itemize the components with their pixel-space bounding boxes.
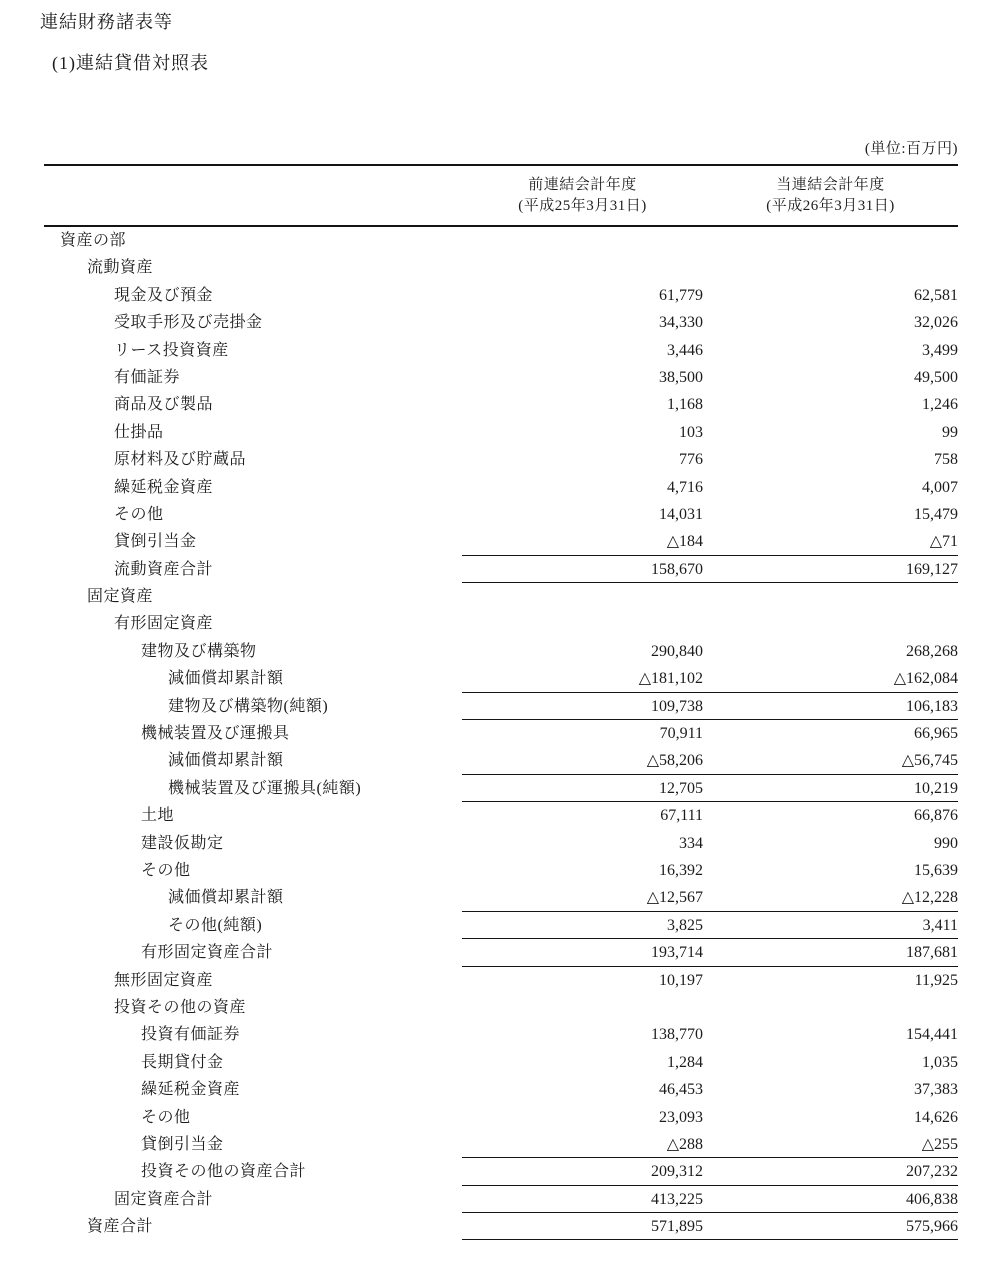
current-year-value: 10,219 (914, 779, 958, 797)
current-year-value: △162,084 (893, 670, 958, 688)
current-year-value: 15,639 (914, 861, 958, 879)
table-row (44, 638, 958, 665)
row-values (462, 912, 958, 939)
previous-year-value (462, 994, 703, 1021)
row-values (462, 967, 958, 994)
row-values (462, 994, 958, 1021)
current-year-value: 3,499 (922, 341, 958, 359)
row-values (462, 501, 958, 528)
previous-year-value: 14,031 (659, 505, 703, 523)
table-row (44, 747, 958, 774)
row-values (462, 1186, 958, 1213)
previous-year-value: △181,102 (638, 670, 703, 688)
row-label: 有形固定資産合計 (141, 944, 274, 962)
row-label: 固定資産合計 (114, 1190, 214, 1208)
table-row (44, 282, 958, 309)
current-year-value: 154,441 (906, 1026, 958, 1044)
row-label: 現金及び預金 (114, 286, 214, 304)
row-label: 投資その他の資産合計 (141, 1163, 307, 1181)
previous-year-value: 209,312 (651, 1163, 703, 1181)
row-values (462, 474, 958, 501)
current-year-value: 32,026 (914, 314, 958, 332)
row-label: 減価償却累計額 (168, 889, 284, 907)
row-label: 仕掛品 (114, 423, 164, 441)
row-values (462, 857, 958, 884)
row-label: その他 (141, 1108, 191, 1126)
section-title-consolidated-balance-sheet: (1)連結貸借対照表 (52, 53, 209, 73)
row-label: 投資有価証券 (141, 1026, 241, 1044)
current-year-value (703, 227, 958, 254)
row-label: 機械装置及び運搬具(純額) (168, 779, 362, 797)
previous-year-value: 70,911 (659, 725, 703, 743)
row-label: 貸倒引当金 (141, 1135, 224, 1153)
previous-year-value: 1,168 (667, 396, 703, 414)
row-label: 機械装置及び運搬具 (141, 725, 290, 743)
current-year-value: 575,966 (906, 1218, 958, 1236)
row-label: 繰延税金資産 (141, 1081, 241, 1099)
row-label: 減価償却累計額 (168, 670, 284, 688)
table-row (44, 665, 958, 692)
row-label: 固定資産 (87, 588, 154, 606)
current-year-value (703, 254, 958, 281)
row-values (462, 610, 958, 637)
row-values (462, 720, 958, 747)
table-row (44, 939, 958, 966)
row-label: 長期貸付金 (141, 1053, 224, 1071)
table-row (44, 1076, 958, 1103)
previous-year-value: 571,895 (651, 1218, 703, 1236)
previous-year-value: 46,453 (659, 1081, 703, 1099)
current-year-value: 990 (934, 834, 958, 852)
previous-year-value: 158,670 (651, 560, 703, 578)
table-row (44, 337, 958, 364)
table-row (44, 775, 958, 802)
table-row (44, 912, 958, 939)
row-label: 建物及び構築物 (141, 642, 257, 660)
row-values (462, 1021, 958, 1048)
current-year-value: 3,411 (922, 916, 958, 934)
previous-year-value: 67,111 (660, 807, 703, 825)
table-row (44, 884, 958, 911)
column-header-previous-fiscal-year-date: (平成25年3月31日) (518, 197, 647, 214)
current-year-value: △255 (921, 1135, 958, 1153)
row-label: 有形固定資産 (114, 615, 214, 633)
row-values (462, 884, 958, 911)
previous-year-value: 334 (679, 834, 703, 852)
row-values (462, 830, 958, 857)
row-values (462, 556, 958, 583)
row-label: 減価償却累計額 (168, 752, 284, 770)
previous-year-value: △288 (666, 1135, 703, 1153)
table-row (44, 391, 958, 418)
current-year-value: 169,127 (906, 560, 958, 578)
previous-year-value: △184 (666, 533, 703, 551)
row-values (462, 802, 958, 829)
table-row (44, 1186, 958, 1213)
table-row (44, 857, 958, 884)
previous-year-value: 138,770 (651, 1026, 703, 1044)
current-year-value: 106,183 (906, 697, 958, 715)
row-values (462, 391, 958, 418)
table-row (44, 446, 958, 473)
row-label: 原材料及び貯蔵品 (114, 451, 247, 469)
previous-year-value: 61,779 (659, 286, 703, 304)
unit-note: (単位:百万円) (864, 141, 958, 157)
row-label: 建物及び構築物(純額) (168, 697, 329, 715)
current-year-value: 1,035 (922, 1053, 958, 1071)
table-row (44, 1213, 958, 1240)
table-row (44, 802, 958, 829)
row-values (462, 1076, 958, 1103)
current-year-value: 758 (934, 451, 958, 469)
row-values (462, 337, 958, 364)
row-values (462, 1049, 958, 1076)
previous-year-value: 103 (679, 423, 703, 441)
row-values (462, 528, 958, 555)
row-label: 建設仮勘定 (141, 834, 224, 852)
table-header-row (44, 164, 958, 227)
current-year-value (703, 583, 958, 610)
table-row (44, 1131, 958, 1158)
current-year-value: 1,246 (922, 396, 958, 414)
row-label: その他 (141, 861, 191, 879)
row-values (462, 446, 958, 473)
current-year-value: 187,681 (906, 944, 958, 962)
table-row (44, 1104, 958, 1131)
row-values (462, 282, 958, 309)
table-row (44, 254, 958, 281)
row-values (462, 254, 958, 281)
table-row (44, 830, 958, 857)
table-row (44, 720, 958, 747)
row-label: 有価証券 (114, 368, 181, 386)
previous-year-value: △58,206 (646, 752, 703, 770)
table-row (44, 693, 958, 720)
previous-year-value: 290,840 (651, 642, 703, 660)
previous-year-value (462, 583, 703, 610)
current-year-value: △56,745 (901, 752, 958, 770)
current-year-value: 406,838 (906, 1190, 958, 1208)
previous-year-value: 776 (679, 451, 703, 469)
row-label: 繰延税金資産 (114, 478, 214, 496)
table-row (44, 474, 958, 501)
row-label: リース投資資産 (114, 341, 229, 359)
table-row (44, 556, 958, 583)
table-row (44, 1049, 958, 1076)
row-values (462, 227, 958, 254)
table-row (44, 1021, 958, 1048)
row-values (462, 1158, 958, 1185)
row-values (462, 583, 958, 610)
document-title: 連結財務諸表等 (40, 12, 173, 32)
row-label: 土地 (141, 807, 175, 825)
current-year-value: 49,500 (914, 368, 958, 386)
row-values (462, 309, 958, 336)
row-label: 流動資産 (87, 259, 154, 277)
column-header-current-fiscal-year-name: 当連結会計年度 (776, 176, 885, 193)
previous-year-value: 34,330 (659, 314, 703, 332)
row-label: 貸倒引当金 (114, 533, 197, 551)
row-label: その他(純額) (168, 916, 263, 934)
row-label: 投資その他の資産 (114, 998, 247, 1016)
table-row (44, 528, 958, 555)
row-label: 無形固定資産 (114, 971, 214, 989)
current-year-value: 14,626 (914, 1108, 958, 1126)
row-values (462, 638, 958, 665)
table-row (44, 1158, 958, 1185)
row-label: 商品及び製品 (114, 396, 214, 414)
previous-year-value: 12,705 (659, 779, 703, 797)
row-values (462, 364, 958, 391)
table-row (44, 967, 958, 994)
row-values (462, 747, 958, 774)
previous-year-value: 193,714 (651, 944, 703, 962)
table-row (44, 419, 958, 446)
current-year-value: 15,479 (914, 505, 958, 523)
current-year-value: 37,383 (914, 1081, 958, 1099)
current-year-value: 11,925 (914, 971, 958, 989)
table-row (44, 501, 958, 528)
current-year-value: 62,581 (914, 286, 958, 304)
table-row (44, 583, 958, 610)
balance-sheet-table (44, 164, 958, 1240)
table-row (44, 610, 958, 637)
previous-year-value (462, 227, 703, 254)
previous-year-value: △12,567 (646, 889, 703, 907)
previous-year-value: 23,093 (659, 1108, 703, 1126)
current-year-value: △71 (929, 533, 958, 551)
previous-year-value: 10,197 (659, 971, 703, 989)
current-year-value: 66,965 (914, 725, 958, 743)
table-row (44, 364, 958, 391)
column-header-previous-fiscal-year (462, 175, 703, 217)
previous-year-value: 3,446 (667, 341, 703, 359)
previous-year-value: 109,738 (651, 697, 703, 715)
column-header-current-fiscal-year (703, 175, 958, 217)
previous-year-value: 3,825 (667, 916, 703, 934)
row-label: 資産の部 (60, 232, 127, 249)
previous-year-value: 1,284 (667, 1053, 703, 1071)
row-label: 資産合計 (87, 1218, 154, 1236)
current-year-value: 66,876 (914, 807, 958, 825)
row-values (462, 1131, 958, 1158)
table-row (44, 227, 958, 254)
row-label: その他 (114, 505, 164, 523)
row-values (462, 775, 958, 802)
row-values (462, 665, 958, 692)
current-year-value: 4,007 (922, 478, 958, 496)
previous-year-value (462, 254, 703, 281)
previous-year-value: 38,500 (659, 368, 703, 386)
row-label: 流動資産合計 (114, 560, 214, 578)
current-year-value (703, 994, 958, 1021)
current-year-value: 99 (942, 423, 958, 441)
row-label: 受取手形及び売掛金 (114, 314, 263, 332)
previous-year-value: 16,392 (659, 861, 703, 879)
column-header-current-fiscal-year-date: (平成26年3月31日) (766, 197, 895, 214)
row-values (462, 693, 958, 720)
row-values (462, 1213, 958, 1240)
current-year-value: 268,268 (906, 642, 958, 660)
previous-year-value (462, 610, 703, 637)
current-year-value: △12,228 (901, 889, 958, 907)
previous-year-value: 413,225 (651, 1190, 703, 1208)
current-year-value: 207,232 (906, 1163, 958, 1181)
column-header-previous-fiscal-year-name: 前連結会計年度 (528, 176, 637, 193)
previous-year-value: 4,716 (667, 478, 703, 496)
table-body (44, 227, 958, 1240)
current-year-value (703, 610, 958, 637)
row-values (462, 419, 958, 446)
row-values (462, 939, 958, 966)
table-row (44, 309, 958, 336)
row-values (462, 1104, 958, 1131)
table-row (44, 994, 958, 1021)
